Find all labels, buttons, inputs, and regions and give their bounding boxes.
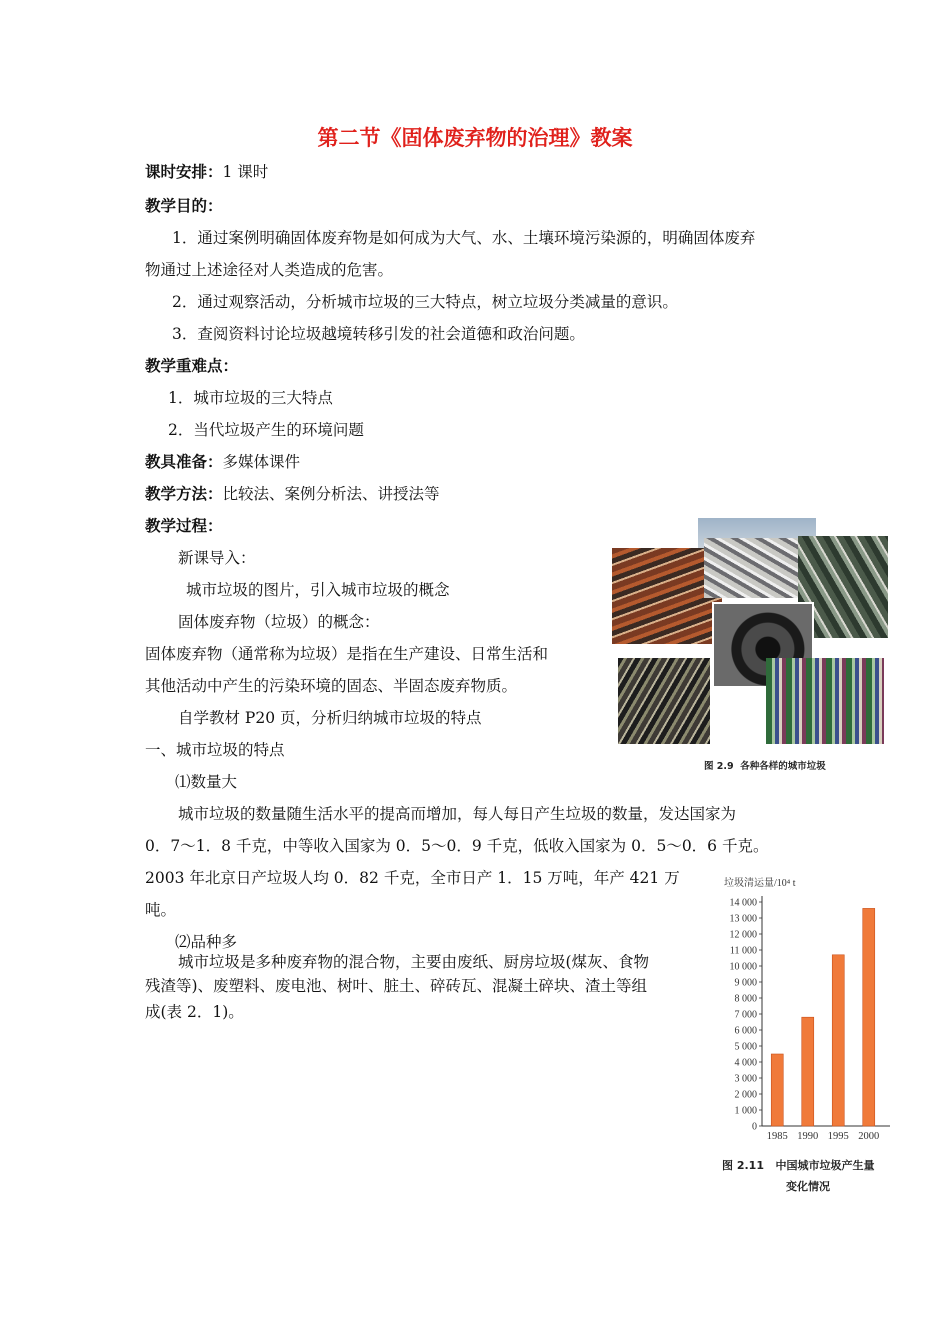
photo-caption (704, 758, 826, 772)
bar-1995 (832, 955, 844, 1126)
goal-2: 2．通过观察活动，分析城市垃圾的三大特点，树立垃圾分类减量的意识。 (172, 293, 678, 311)
methods-value: 比较法、案例分析法、讲授法等 (222, 485, 440, 503)
tools-value: 多媒体课件 (222, 453, 301, 471)
household-waste-photo (766, 658, 884, 744)
x-tick-label: 1995 (827, 1131, 849, 1140)
y-tick-label: 9 000 (734, 977, 757, 989)
amount-line-4: 吨。 (145, 901, 177, 919)
schedule-row (145, 162, 268, 182)
part-1-heading: 一、城市垃圾的特点 (145, 741, 285, 759)
schedule-value: 1 课时 (222, 163, 269, 181)
y-tick-label: 10 000 (729, 961, 757, 973)
y-tick-label: 13 000 (729, 913, 757, 925)
y-tick-label: 3 000 (734, 1073, 757, 1085)
goal-3: 3．查阅资料讨论垃圾越境转移引发的社会道德和政治问题。 (172, 325, 585, 343)
garbage-chart (712, 870, 912, 1200)
y-tick-label: 5 000 (734, 1041, 757, 1053)
page-title: 第二节《固体废弃物的治理》教案 (317, 126, 633, 150)
y-tick-label: 11 000 (729, 945, 757, 957)
photo-caption-text: 各种各样的城市垃圾 (740, 761, 826, 772)
tools-row (145, 452, 300, 472)
schedule-label: 课时安排： (145, 163, 223, 181)
self-study: 自学教材 P20 页，分析归纳城市垃圾的特点 (178, 709, 482, 727)
y-tick-label: 4 000 (734, 1057, 757, 1069)
intro: 新课导入： (178, 549, 256, 567)
goals-label: 教学目的： (145, 197, 223, 215)
amount-line-3: 2003 年北京日产垃圾人均 0．82 千克，全市日产 1．15 万吨，年产 421 万 (145, 869, 680, 887)
y-tick-label: 8 000 (734, 993, 757, 1005)
methods-row (145, 484, 440, 504)
junk-pile-photo (704, 538, 804, 598)
variety-line-3: 成(表 2．1)。 (145, 1003, 244, 1021)
bar-chart (712, 870, 912, 1140)
chart-caption-number: 图 2.11 (722, 1159, 764, 1172)
goal-1-line-2: 物通过上述途径对人类造成的危害。 (145, 261, 394, 279)
feature-1: ⑴数量大 (175, 773, 238, 791)
intro-detail: 城市垃圾的图片，引入城市垃圾的概念 (186, 581, 450, 599)
bar-1985 (771, 1054, 783, 1126)
chart-caption-line-2: 变化情况 (786, 1180, 830, 1193)
methods-label: 教学方法： (145, 485, 223, 503)
y-axis-label: 垃圾清运量/10⁴ t (724, 878, 796, 889)
x-tick-label: 2000 (858, 1131, 880, 1140)
x-tick-label: 1990 (797, 1131, 819, 1140)
bicycle-scrap-photo (618, 658, 710, 744)
chart-caption (722, 1157, 874, 1173)
tools-label: 教具准备： (145, 453, 223, 471)
bar-1990 (802, 1017, 814, 1126)
y-tick-label: 6 000 (734, 1025, 757, 1037)
keypoint-1: 1．城市垃圾的三大特点 (168, 389, 333, 407)
x-tick-label: 1985 (766, 1131, 788, 1140)
keypoints-label: 教学重难点： (145, 357, 239, 375)
y-tick-label: 7 000 (734, 1009, 757, 1021)
variety-line-1: 城市垃圾是多种废弃物的混合物，主要由废纸、厨房垃圾(煤灰、食物 (178, 953, 650, 971)
concept-line-1: 固体废弃物（通常称为垃圾）是指在生产建设、日常生活和 (145, 645, 549, 663)
process-label: 教学过程： (145, 517, 223, 535)
amount-line-2: 0．7～1．8 千克，中等收入国家为 0．5～0．9 千克，低收入国家为 0．5～0．6 千克。 (145, 837, 769, 855)
concept-line-2: 其他活动中产生的污染环境的固态、半固态废弃物质。 (145, 677, 518, 695)
y-tick-label: 2 000 (734, 1089, 757, 1101)
bar-2000 (863, 908, 875, 1126)
goal-1-line-1: 1．通过案例明确固体废弃物是如何成为大气、水、土壤环境污染源的，明确固体废弃 (172, 229, 756, 247)
concept-heading: 固体废弃物（垃圾）的概念： (178, 613, 380, 631)
feature-2: ⑵品种多 (175, 933, 238, 951)
photo-caption-number: 图 2.9 (704, 761, 734, 772)
garbage-photo-collage (612, 518, 888, 774)
variety-line-2: 残渣等)、废塑料、废电池、树叶、脏土、碎砖瓦、混凝土碎块、渣土等组 (145, 977, 648, 995)
y-tick-label: 0 (752, 1121, 757, 1133)
keypoint-2: 2．当代垃圾产生的环境问题 (168, 421, 364, 439)
chart-caption-line-1: 中国城市垃圾产生量 (775, 1159, 875, 1172)
y-tick-label: 1 000 (734, 1105, 757, 1117)
amount-line-1: 城市垃圾的数量随生活水平的提高而增加，每人每日产生垃圾的数量，发达国家为 (178, 805, 737, 823)
y-tick-label: 12 000 (729, 929, 757, 941)
y-tick-label: 14 000 (729, 897, 757, 909)
